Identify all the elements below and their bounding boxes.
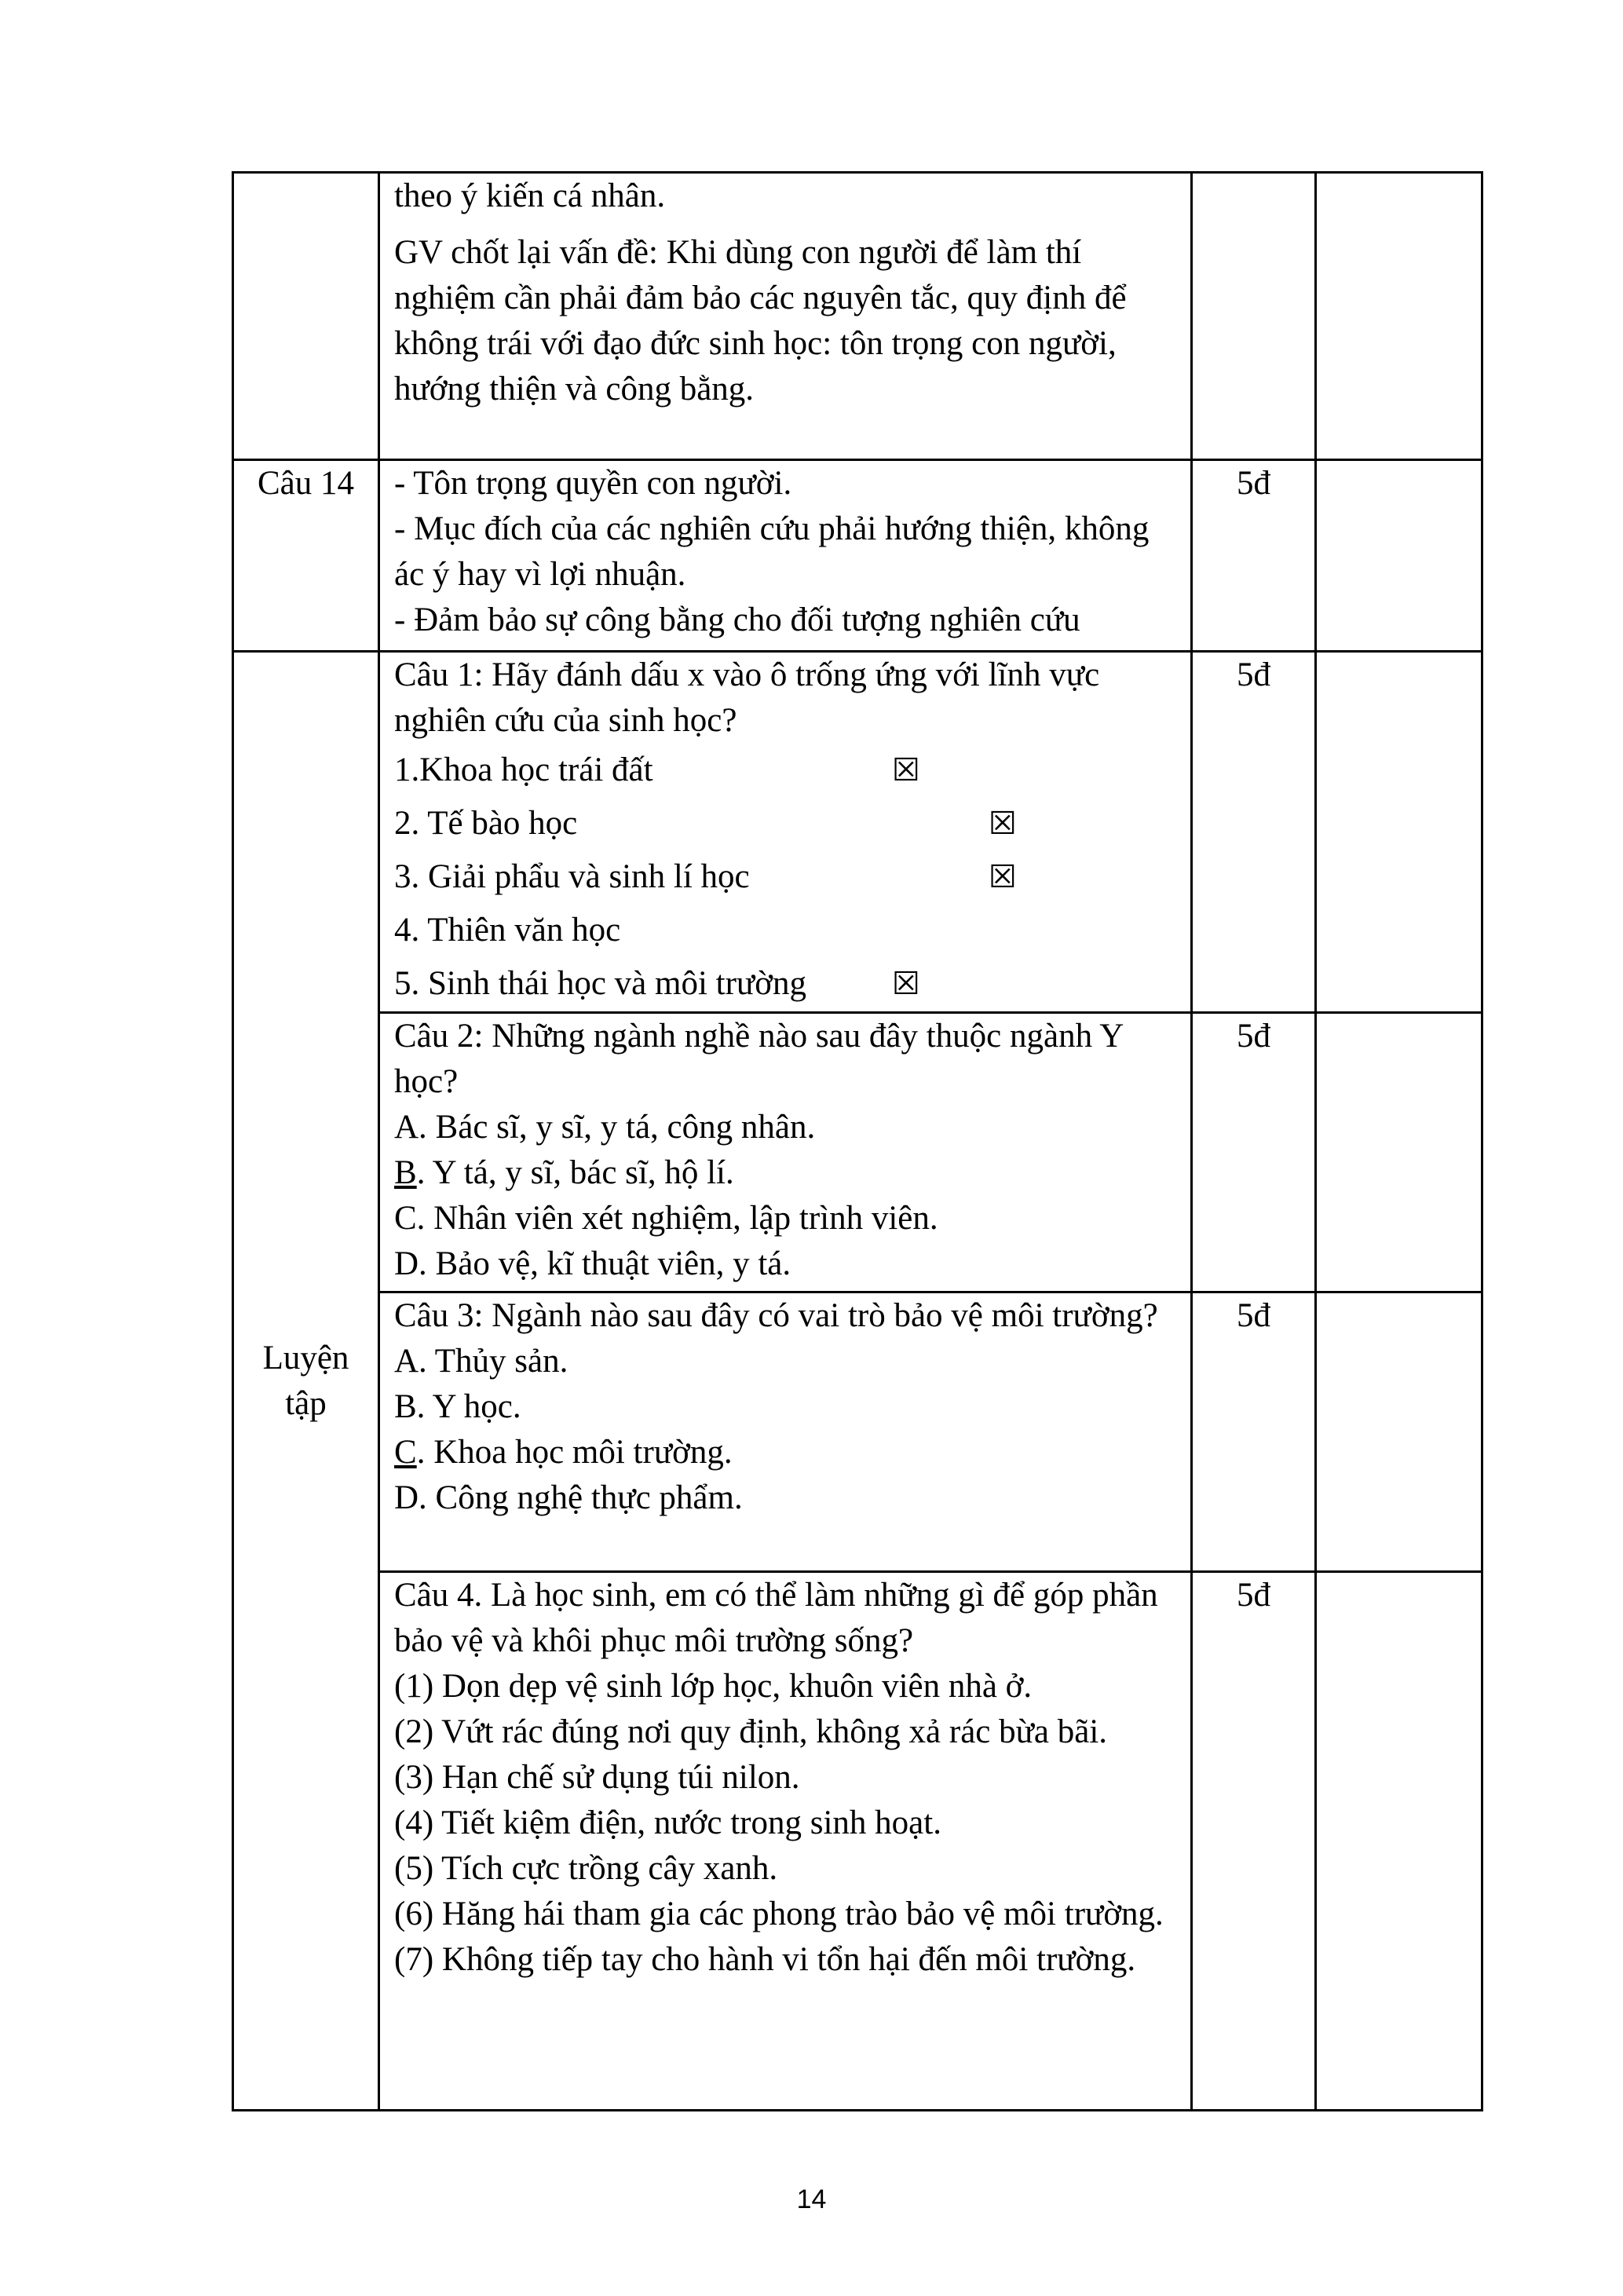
table-row [233, 1292, 1482, 1572]
checked-box-icon: ☒ [989, 859, 1017, 895]
list-item: (7) Không tiếp tay cho hành vi tổn hại đến môi trường. [394, 1941, 1136, 1978]
paragraph: theo ý kiến cá nhân. [394, 177, 666, 214]
score-cell: 5đ [1192, 1013, 1316, 1292]
notes-cell [1316, 1292, 1482, 1572]
content-cell [379, 1572, 1192, 2111]
question-text: Câu 1: Hãy đánh dấu x vào ô trống ứng với lĩnh vực nghiên cứu của sinh học? [394, 656, 1100, 739]
checkbox-option: 2. Tế bào học ☒ [394, 797, 1183, 850]
score-cell: 5đ [1192, 1572, 1316, 2111]
section-label: tập [285, 1384, 327, 1422]
answer-option: D. Công nghệ thực phẩm. [394, 1479, 743, 1516]
checkbox-option: 1.Khoa học trái đất ☒ [394, 744, 1183, 797]
notes-cell [1316, 460, 1482, 652]
answer-option: B. Y học. [394, 1388, 521, 1425]
table-row [233, 1013, 1482, 1292]
table-row [233, 652, 1482, 1013]
notes-cell [1316, 1572, 1482, 2111]
checkbox-option: 3. Giải phẩu và sinh lí học ☒ [394, 850, 1183, 904]
paragraph: - Đảm bảo sự công bằng cho đối tượng nghiên cứu [394, 601, 1080, 638]
question-text: Câu 2: Những ngành nghề nào sau đây thuộc ngành Y học? [394, 1018, 1123, 1100]
list-item: (6) Hăng hái tham gia các phong trào bảo vệ môi trường. [394, 1896, 1164, 1932]
question-text: Câu 3: Ngành nào sau đây có vai trò bảo vệ môi trường? [394, 1297, 1158, 1334]
section-label: Luyện [262, 1339, 349, 1377]
list-item: (1) Dọn dẹp vệ sinh lớp học, khuôn viên nhà ở. [394, 1668, 1033, 1705]
answer-option-correct: C. Khoa học môi trường. [394, 1434, 733, 1471]
table-row [233, 173, 1482, 460]
table-row [233, 1572, 1482, 2111]
score-cell [1192, 173, 1316, 460]
section-label-cell [233, 652, 379, 2111]
answer-option: A. Bác sĩ, y sĩ, y tá, công nhân. [394, 1109, 816, 1146]
content-cell [379, 460, 1192, 652]
content-cell [379, 1013, 1192, 1292]
checked-box-icon: ☒ [989, 806, 1017, 842]
row-label-cell [233, 173, 379, 460]
answer-option: A. Thủy sản. [394, 1343, 568, 1380]
list-item: (2) Vứt rác đúng nơi quy định, không xả rác bừa bãi. [394, 1713, 1108, 1750]
score-cell: 5đ [1192, 460, 1316, 652]
content-cell [379, 173, 1192, 460]
paragraph: - Mục đích của các nghiên cứu phải hướng thiện, không ác ý hay vì lợi nhuận. [394, 510, 1150, 593]
question-text: Câu 4. Là học sinh, em có thể làm những gì để góp phần bảo vệ và khôi phục môi trường sống? [394, 1577, 1158, 1659]
notes-cell [1316, 652, 1482, 1013]
content-cell [379, 1292, 1192, 1572]
answer-table [232, 171, 1483, 2111]
score-cell: 5đ [1192, 652, 1316, 1013]
list-item: (5) Tích cực trồng cây xanh. [394, 1850, 778, 1887]
answer-option: C. Nhân viên xét nghiệm, lập trình viên. [394, 1200, 938, 1237]
content-cell [379, 652, 1192, 1013]
answer-option-correct: B. Y tá, y sĩ, bác sĩ, hộ lí. [394, 1154, 734, 1191]
row-label-cell: Câu 14 [233, 460, 379, 652]
score-cell: 5đ [1192, 1292, 1316, 1572]
notes-cell [1316, 173, 1482, 460]
table-row [233, 460, 1482, 652]
paragraph: - Tôn trọng quyền con người. [394, 465, 792, 502]
checkbox-option: 5. Sinh thái học và môi trường ☒ [394, 957, 1183, 1011]
list-item: (4) Tiết kiệm điện, nước trong sinh hoạt. [394, 1804, 941, 1841]
checked-box-icon: ☒ [892, 752, 920, 788]
checked-box-icon: ☒ [892, 966, 920, 1002]
paragraph: GV chốt lại vấn đề: Khi dùng con người để làm thí nghiệm cần phải đảm bảo các nguyên tắc, quy định để không trái với đạo đức sinh học: tôn trọng con người, hướng thiện và công bằng. [394, 234, 1127, 408]
notes-cell [1316, 1013, 1482, 1292]
list-item: (3) Hạn chế sử dụng túi nilon. [394, 1759, 800, 1796]
checkbox-option: 4. Thiên văn học [394, 912, 621, 949]
page-number: 14 [796, 2184, 827, 2214]
answer-option: D. Bảo vệ, kĩ thuật viên, y tá. [394, 1245, 791, 1282]
